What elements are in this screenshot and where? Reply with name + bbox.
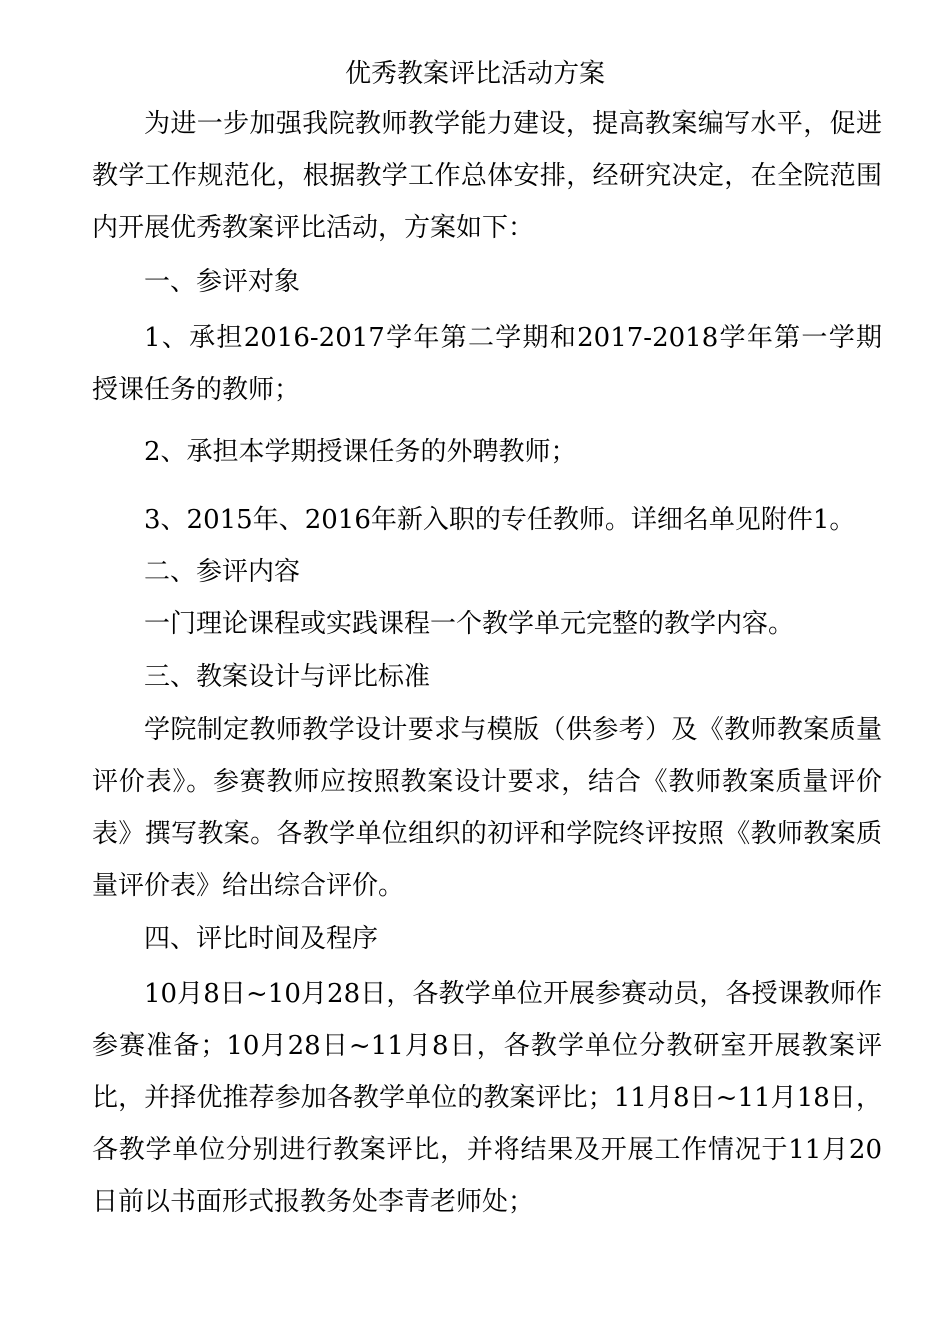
section2-body: 一门理论课程或实践课程一个教学单元完整的教学内容。 [144,609,795,639]
section1-item-2: 2、承担本学期授课任务的外聘教师； [144,437,577,467]
section-heading-2: 二、参评内容 [144,557,301,587]
section3-body: 学院制定教师教学设计要求与模版（供参考）及《教师教案质量评价表》。参赛教师应按照教案设计要求，结合《教师教案质量评价表》撰写教案。各教学单位组织的初评和学院终评按照《教师教案质量评价表》给出综合评价。 [92,715,882,901]
document-title: 优秀教案评比活动方案 [344,59,605,89]
section1-item-3: 3、2015年、2016年新入职的专任教师。详细名单见附件1。 [144,505,856,535]
section-heading-4: 四、评比时间及程序 [144,924,379,954]
section1-item-1: 1、承担2016-2017学年第二学期和2017-2018学年第一学期授课任务的教师； [92,323,882,405]
section-heading-1: 一、参评对象 [144,267,301,297]
intro-paragraph: 为进一步加强我院教师教学能力建设，提高教案编写水平，促进教学工作规范化，根据教学工作总体安排，经研究决定，在全院范围内开展优秀教案评比活动，方案如下： [92,109,882,243]
section-heading-3: 三、教案设计与评比标准 [144,662,431,692]
section4-body: 10月8日~10月28日，各教学单位开展参赛动员，各授课教师作参赛准备；10月28日~11月8日，各教学单位分教研室开展教案评比，并择优推荐参加各教学单位的教案评比；11月8日~11月18日，各教学单位分别进行教案评比，并将结果及开展工作情况于11月20日前以书面形式报教务处李青老师处； [92,979,882,1217]
